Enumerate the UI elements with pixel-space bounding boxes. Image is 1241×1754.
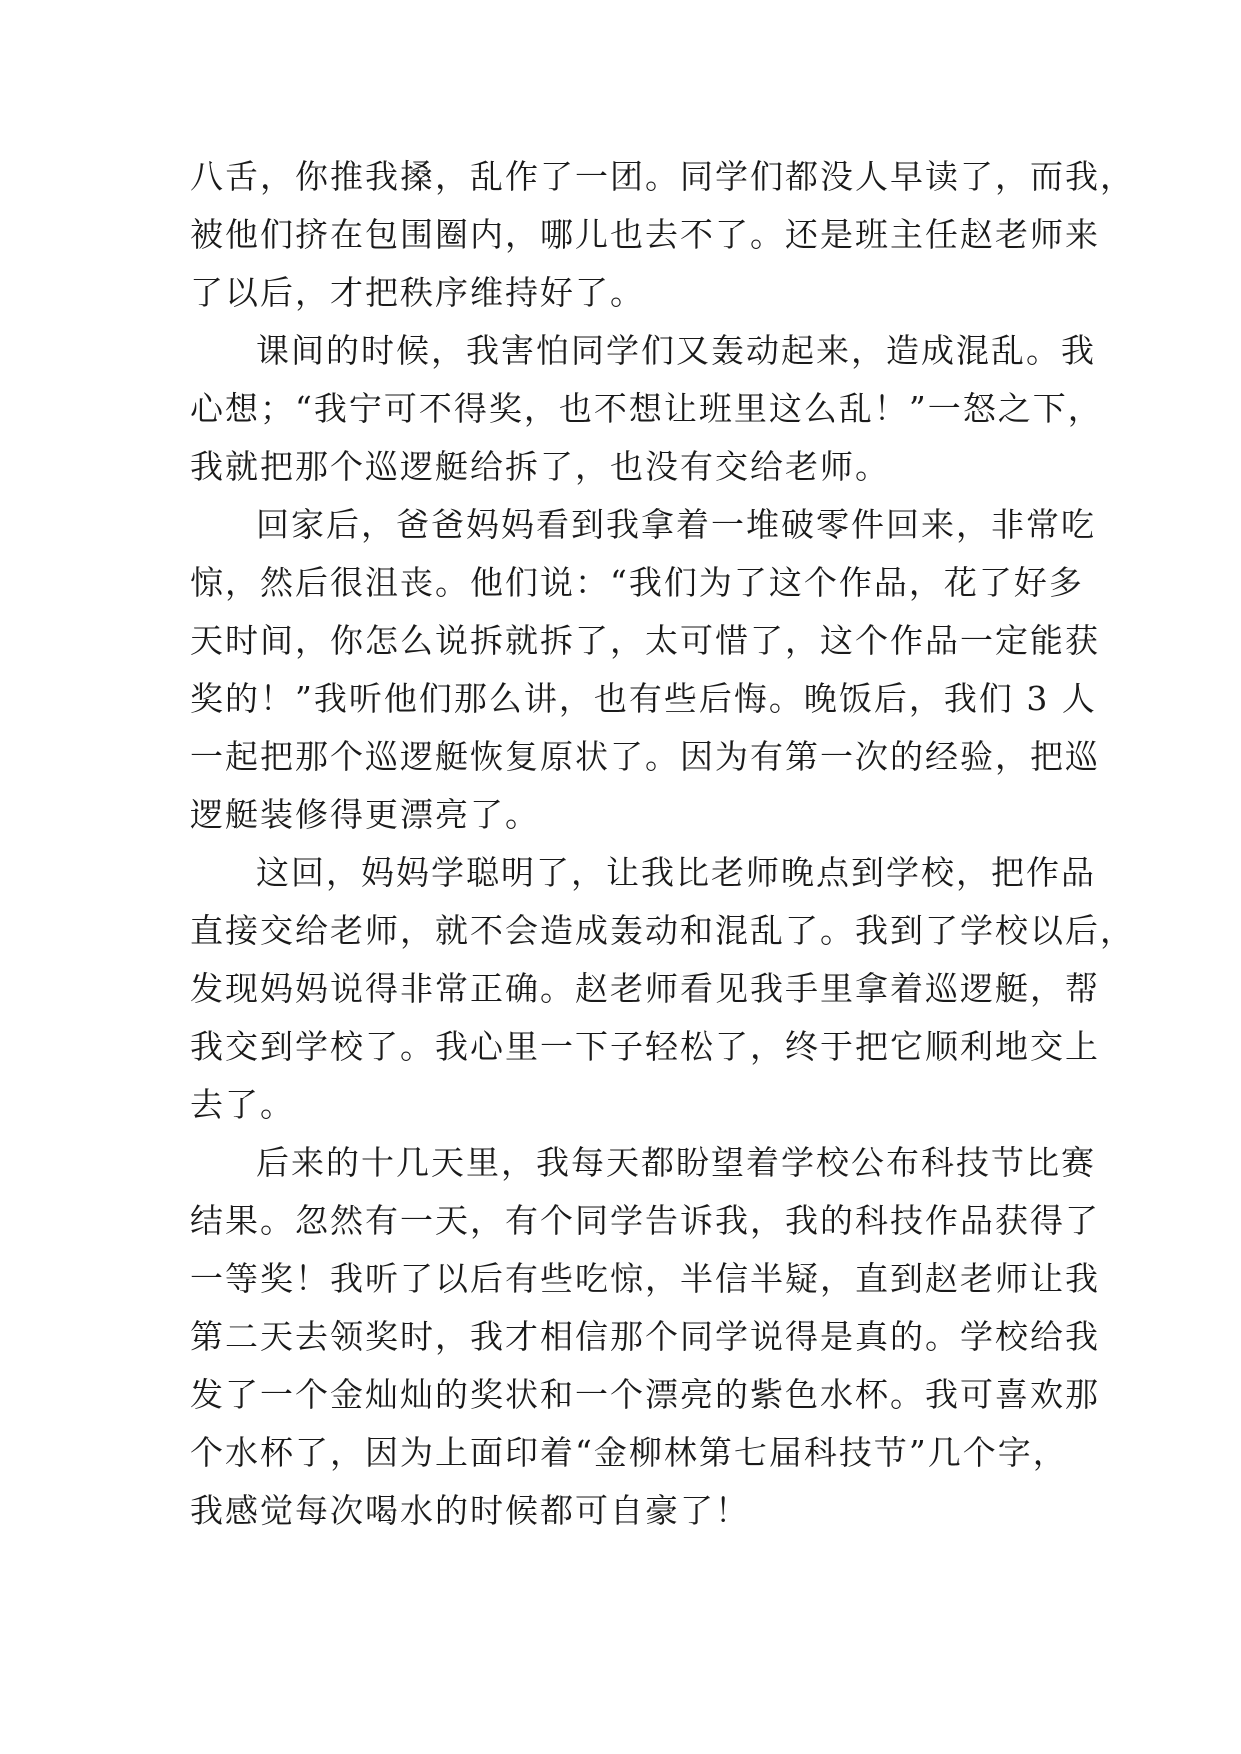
text-line: 一等奖！我听了以后有些吃惊，半信半疑，直到赵老师让我 <box>190 1259 1100 1298</box>
text-line: 去了。 <box>190 1085 295 1124</box>
text-line: 直接交给老师，就不会造成轰动和混乱了。我到了学校以后， <box>190 911 1135 950</box>
text-line: 奖的！”我听他们那么讲，也有些后悔。晚饭后，我们 3 人 <box>190 679 1097 718</box>
text-line: 第二天去领奖时，我才相信那个同学说得是真的。学校给我 <box>190 1317 1100 1356</box>
text-line: 发了一个金灿灿的奖状和一个漂亮的紫色水杯。我可喜欢那 <box>190 1375 1100 1414</box>
text-line: 心想；“我宁可不得奖，也不想让班里这么乱！”一怒之下， <box>190 389 1103 428</box>
text-line: 结果。忽然有一天，有个同学告诉我，我的科技作品获得了 <box>190 1201 1100 1240</box>
paragraph-start-line: 回家后，爸爸妈妈看到我拿着一堆破零件回来，非常吃 <box>256 505 1096 544</box>
text-line: 个水杯了，因为上面印着“金柳林第七届科技节”几个字， <box>190 1433 1068 1472</box>
text-line: 八舌，你推我搡，乱作了一团。同学们都没人早读了，而我， <box>190 157 1135 196</box>
text-line: 发现妈妈说得非常正确。赵老师看见我手里拿着巡逻艇，帮 <box>190 969 1100 1008</box>
body-text <box>190 148 1135 1540</box>
text-line: 我感觉每次喝水的时候都可自豪了！ <box>190 1491 750 1530</box>
text-line: 被他们挤在包围圈内，哪儿也去不了。还是班主任赵老师来 <box>190 215 1100 254</box>
text-line: 逻艇装修得更漂亮了。 <box>190 795 540 834</box>
text-line: 我就把那个巡逻艇给拆了，也没有交给老师。 <box>190 447 890 486</box>
paragraph-start-line: 后来的十几天里，我每天都盼望着学校公布科技节比赛 <box>256 1143 1096 1182</box>
text-line: 我交到学校了。我心里一下子轻松了，终于把它顺利地交上 <box>190 1027 1100 1066</box>
paragraph-start-line: 这回，妈妈学聪明了，让我比老师晚点到学校，把作品 <box>256 853 1096 892</box>
text-line: 一起把那个巡逻艇恢复原状了。因为有第一次的经验，把巡 <box>190 737 1100 776</box>
text-line: 惊，然后很沮丧。他们说：“我们为了这个作品，花了好多 <box>190 563 1084 602</box>
paragraph-start-line: 课间的时候，我害怕同学们又轰动起来，造成混乱。我 <box>256 331 1096 370</box>
text-line: 了以后，才把秩序维持好了。 <box>190 273 645 312</box>
text-line: 天时间，你怎么说拆就拆了，太可惜了，这个作品一定能获 <box>190 621 1100 660</box>
